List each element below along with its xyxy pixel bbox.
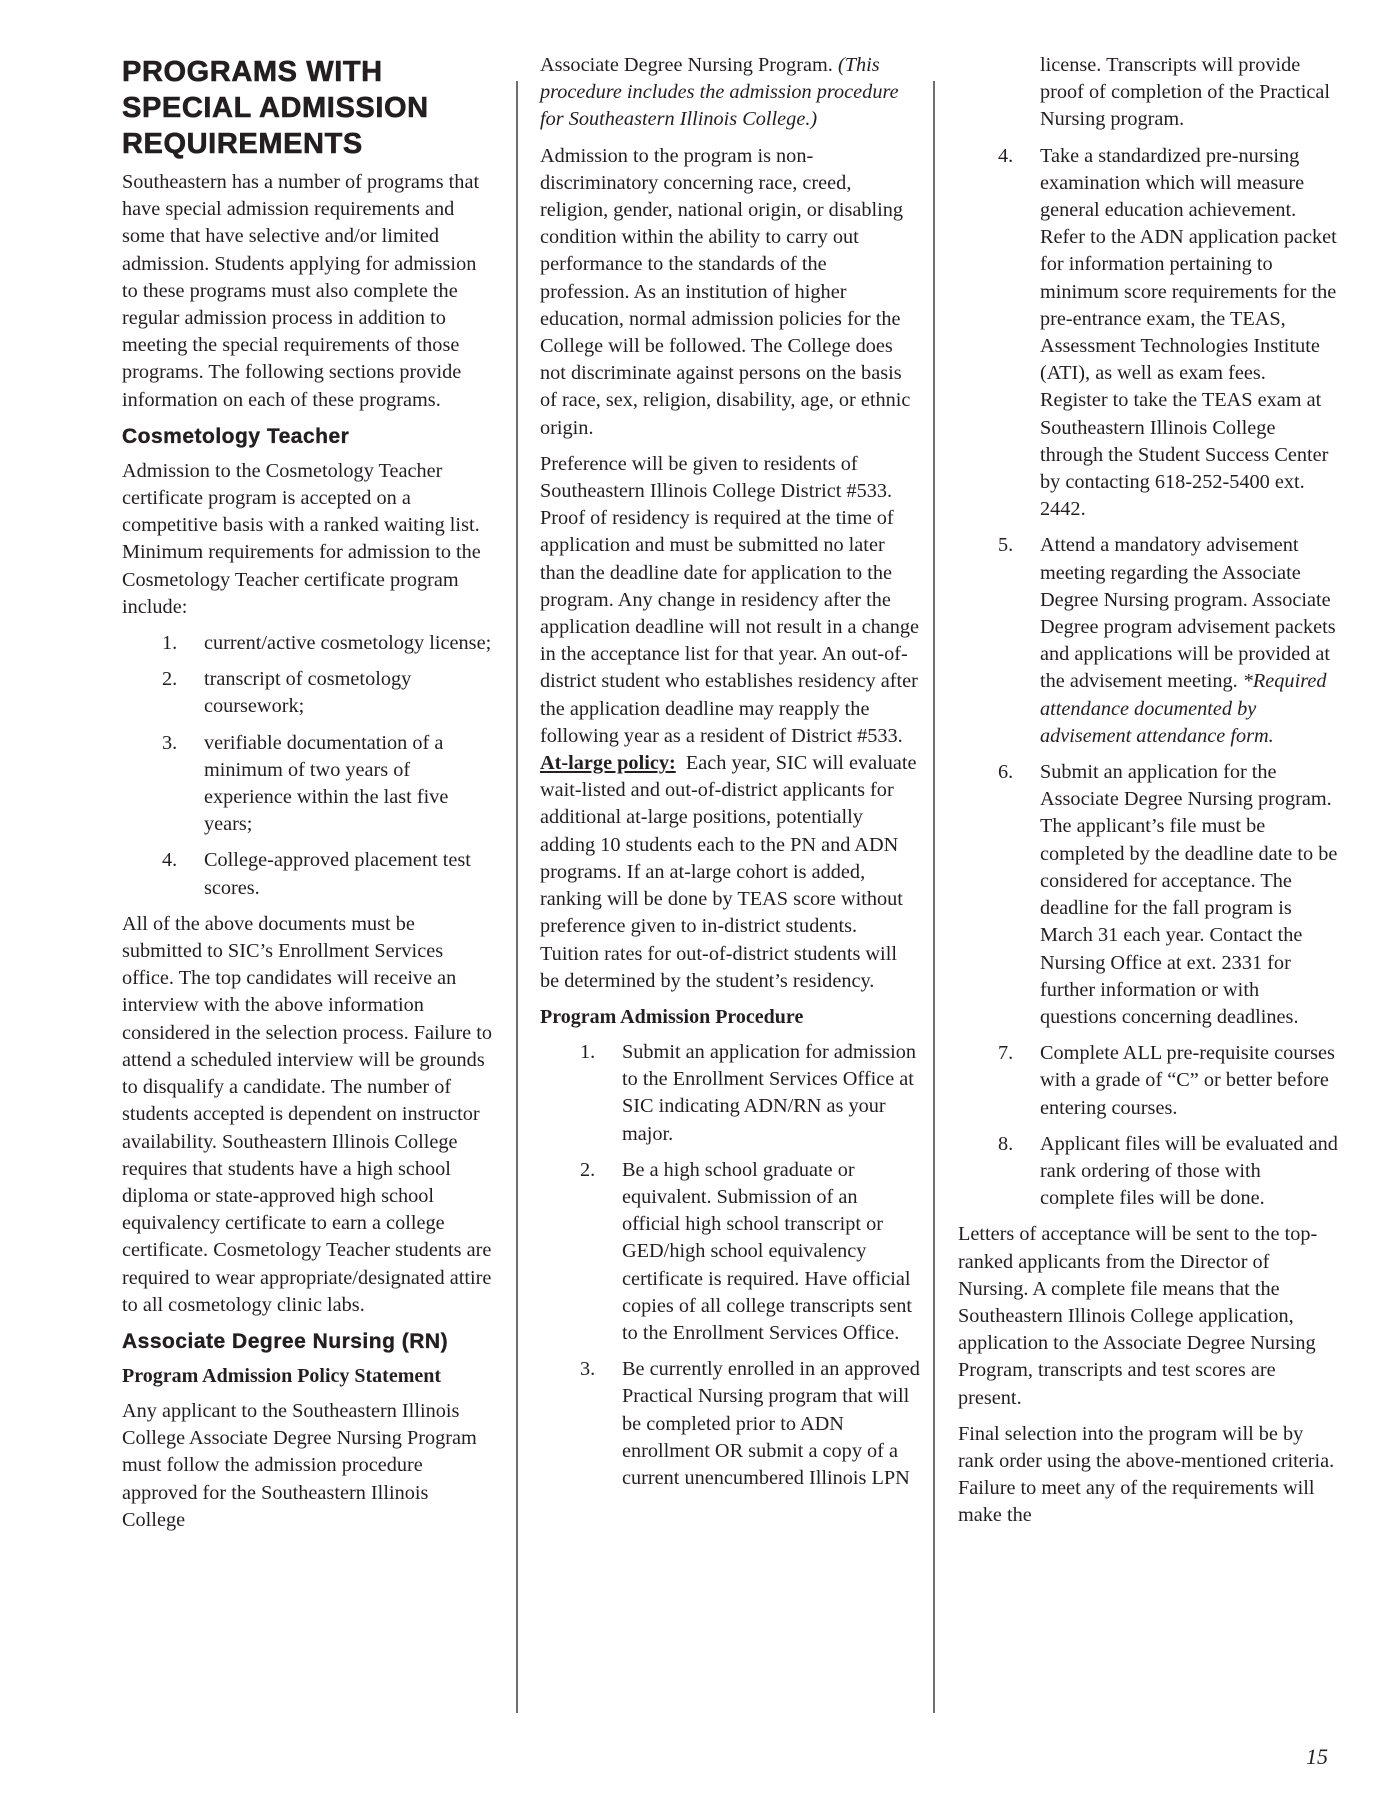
list-text: Take a standardized pre-nursing examination which will measure general education achievement. Refer to the ADN application packet for information pertaining to minimum score requirements for the pre-entrance exam, the TEAS, Assessment Technologies Institute (ATI), as well as exam fees. Register to take the TEAS exam at Southeastern Illinois College through the Student Success Center by contacting 618-252-5400 ext. 2442. [1040,144,1337,521]
residency-text: Preference will be given to residents of Southeastern Illinois College District #533. Proof of residency is required at the time of application and must be submitted no later than the deadline date for application to the program. Any change in residency after the application deadline will not result in a change in the acceptance list for that year. An out-of-district student who establishes residency after the application deadline may reapply the following year as a resident of District #533. [540,452,920,747]
list-item [540,1039,920,1148]
list-item [958,143,1338,524]
list-item [122,630,494,657]
list-item [958,1131,1338,1213]
list-text: Submit an application for admission to the Enrollment Services Office at SIC indicating ADN/RN as your major. [622,1040,917,1145]
page-title: PROGRAMS WITH SPECIAL ADMISSION REQUIREMENTS [122,56,429,160]
list-number: 7. [998,1042,1014,1065]
residency-paragraph [540,451,920,995]
list-number: 4. [998,144,1014,167]
subheading-admission-procedure: Program Admission Procedure [540,1005,804,1028]
list-item [958,1040,1338,1122]
list-number: 1. [162,632,178,655]
column-3 [958,52,1338,1539]
policy-note: (This procedure includes the admission procedure for Southeastern Illinois College.) [540,54,899,131]
at-large-policy-text: Each year, SIC will evaluate wait-listed and out-of-district applicants for additional at-large positions, potentially adding 10 students each to the PN and ADN programs. If an at-large cohort is added, ranking will be done by TEAS score without preference given to in-district students. Tuition rates for out-of-district students will be determined by the student’s residency. [540,752,917,992]
list-item [958,759,1338,1031]
policy-text-start: Any applicant to the Southeastern Illinois College Associate Degree Nursing Program must follow the admission procedure approved for the Southeastern Illinois College [122,1399,477,1531]
list-number: 4. [162,849,178,872]
step-3-continued: license. Transcripts will provide proof of completion of the Practical Nursing program. [1040,54,1331,131]
list-number: 1. [580,1040,596,1063]
list-text: transcript of cosmetology coursework; [204,668,412,718]
column-2 [540,52,920,1501]
list-number: 2. [162,668,178,691]
final-selection-paragraph: Final selection into the program will be by rank order using the above-mentioned criteria. Failure to meet any of the requirements will make the [958,1422,1335,1527]
list-item [122,666,494,720]
policy-text-continued [540,52,920,134]
list-number: 8. [998,1132,1014,1155]
list-text: current/active cosmetology license; [204,632,492,655]
list-number: 3. [162,731,178,754]
list-text: Applicant files will be evaluated and rank ordering of those with complete files will be done. [1040,1132,1338,1210]
policy-text-end: Associate Degree Nursing Program. [540,54,833,76]
list-note: *Required attendance documented by advisement attendance form. [1040,670,1327,747]
list-text: Attend a mandatory advisement meeting regarding the Associate Degree Nursing program. Associate Degree program advisement packets and applications will be provided at the advisement meeting. [1040,534,1336,693]
column-divider [933,81,935,1713]
at-large-policy-label: At-large policy: [540,752,676,775]
list-text: Submit an application for the Associate Degree Nursing program. The applicant’s file must be completed by the deadline date to be considered for acceptance. The deadline for the fall program is March 31 each year. Contact the Nursing Office at ext. 2331 for further information or with questions concerning deadlines. [1040,761,1338,1028]
list-text: verifiable documentation of a minimum of two years of experience within the last five years; [204,731,449,836]
column-divider [516,81,518,1713]
page-number: 15 [1306,1744,1328,1769]
list-item [540,1356,920,1492]
section-heading-adn: Associate Degree Nursing (RN) [122,1329,449,1353]
cosmetology-intro: Admission to the Cosmetology Teacher certificate program is accepted on a competitive basis with a ranked waiting list. Minimum requirements for admission to the Cosmetology Teacher certificate program include: [122,459,481,618]
subheading-policy-statement: Program Admission Policy Statement [122,1364,442,1387]
list-number: 5. [998,534,1014,557]
list-item [958,532,1338,750]
admission-steps-list [540,1039,920,1492]
list-item [122,730,494,839]
list-text: Complete ALL pre-requisite courses with a grade of “C” or better before entering courses. [1040,1042,1335,1119]
section-heading-cosmetology: Cosmetology Teacher [122,424,350,448]
list-number: 3. [580,1358,596,1381]
cosmetology-closing: All of the above documents must be submitted to SIC’s Enrollment Services office. The top candidates will receive an interview with the above information considered in the selection process. Failure to attend a scheduled interview will be grounds to disqualify a candidate. The number of students accepted is dependent on instructor availability. Southeastern Illinois College requires that students have a high school diploma or state-approved high school equivalency certificate to earn a college certificate. Cosmetology Teacher students are required to wear appropriate/designated attire to all cosmetology clinic labs. [122,912,493,1316]
list-text: Be a high school graduate or equivalent. Submission of an official high school transcript or GED/high school equivalency certificate is required. Have official copies of all college transcripts sent to the Enrollment Services Office. [622,1158,913,1344]
list-item [122,847,494,901]
list-text: Be currently enrolled in an approved Practical Nursing program that will be completed prior to ADN enrollment OR submit a copy of a current unencumbered Illinois LPN [622,1358,920,1489]
acceptance-paragraph: Letters of acceptance will be sent to the top-ranked applicants from the Director of Nursing. A complete file means that the Southeastern Illinois College application, application to the Associate Degree Nursing Program, transcripts and test scores are present. [958,1223,1318,1409]
intro-paragraph: Southeastern has a number of programs that have special admission requirements and some that have selective and/or limited admission. Students applying for admission to these programs must also complete the regular admission process in addition to meeting the special requirements of those programs. The following sections provide information on each of these programs. [122,171,480,411]
nondiscrimination-paragraph: Admission to the program is non-discriminatory concerning race, creed, religion, gender, national origin, or disabling condition within the ability to carry out performance to the standards of the profession. As an institution of higher education, normal admission policies for the College will be followed. The College does not discriminate against persons on the basis of race, sex, religion, disability, age, or ethnic origin. [540,144,911,439]
cosmetology-requirements-list [122,630,494,902]
admission-steps-list-continued [958,143,1338,1213]
list-item [540,1157,920,1347]
column-1 [122,52,494,1543]
list-number: 6. [998,761,1014,784]
list-text: College-approved placement test scores. [204,849,471,899]
list-number: 2. [580,1158,596,1181]
